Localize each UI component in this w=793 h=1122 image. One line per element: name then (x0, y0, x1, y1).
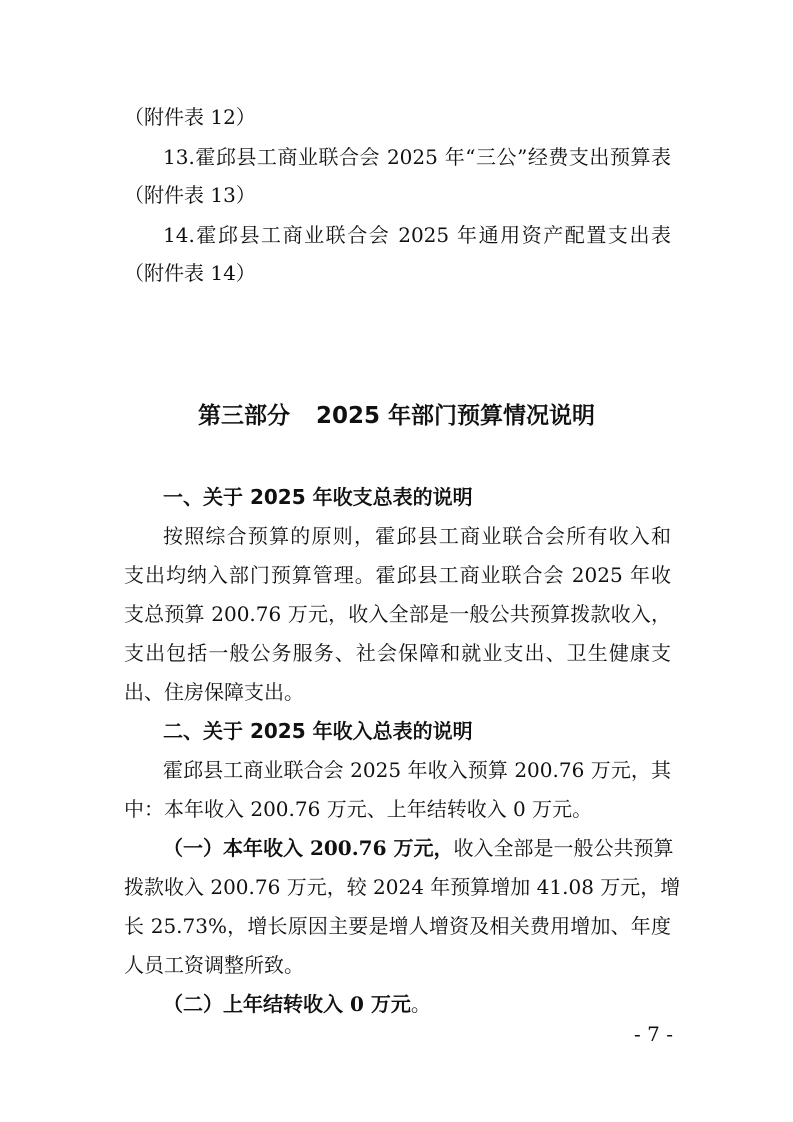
subsection1-line: 长 25.73%，增长原因主要是增人增资及相关费用增加、年度 (124, 914, 671, 938)
section1-heading: 一、关于 2025 年收支总表的说明 (163, 485, 473, 509)
subsection1-lead: （一）本年收入 200.76 万元， (163, 836, 454, 860)
section2-heading: 二、关于 2025 年收入总表的说明 (163, 719, 473, 743)
section1-paragraph-line: 出、住房保障支出。 (124, 680, 304, 704)
section1-paragraph-line: 按照综合预算的原则，霍邱县工商业联合会所有收入和 (163, 524, 671, 548)
subsection2-line (163, 990, 431, 1018)
section-title-text: 2025 年部门预算情况说明 (315, 403, 596, 429)
attachment-line-14: （附件表 14） (124, 261, 256, 285)
attachment-line-12: （附件表 12） (124, 105, 256, 129)
subsection1-line: 拨款收入 200.76 万元，较 2024 年预算增加 41.08 万元，增 (124, 875, 681, 899)
subsection1-lead-rest: 收入全部是一般公共预算 (453, 836, 674, 860)
subsection1-line: 人员工资调整所致。 (124, 953, 304, 977)
section1-paragraph-line: 支总预算 200.76 万元，收入全部是一般公共预算拨款收入， (124, 602, 671, 626)
section2-paragraph-line: 霍邱县工商业联合会 2025 年收入预算 200.76 万元，其 (163, 758, 671, 782)
section1-paragraph-line: 支出均纳入部门预算管理。霍邱县工商业联合会 2025 年收 (124, 563, 671, 587)
attachment-item-14: 14.霍邱县工商业联合会 2025 年通用资产配置支出表 (163, 223, 671, 247)
attachment-line-13: （附件表 13） (124, 183, 256, 207)
section-title (0, 400, 793, 432)
section-part-label: 第三部分 (197, 403, 290, 429)
section1-paragraph-line: 支出包括一般公务服务、社会保障和就业支出、卫生健康支 (124, 641, 671, 665)
attachment-item-13: 13.霍邱县工商业联合会 2025 年“三公”经费支出预算表 (163, 145, 671, 169)
subsection1-first-line (163, 834, 674, 862)
subsection2-end: 。 (410, 992, 431, 1016)
subsection2-lead: （二）上年结转收入 0 万元 (163, 992, 411, 1016)
page-number: - 7 - (634, 1022, 673, 1046)
section2-paragraph-line: 中：本年收入 200.76 万元、上年结转收入 0 万元。 (124, 797, 593, 821)
